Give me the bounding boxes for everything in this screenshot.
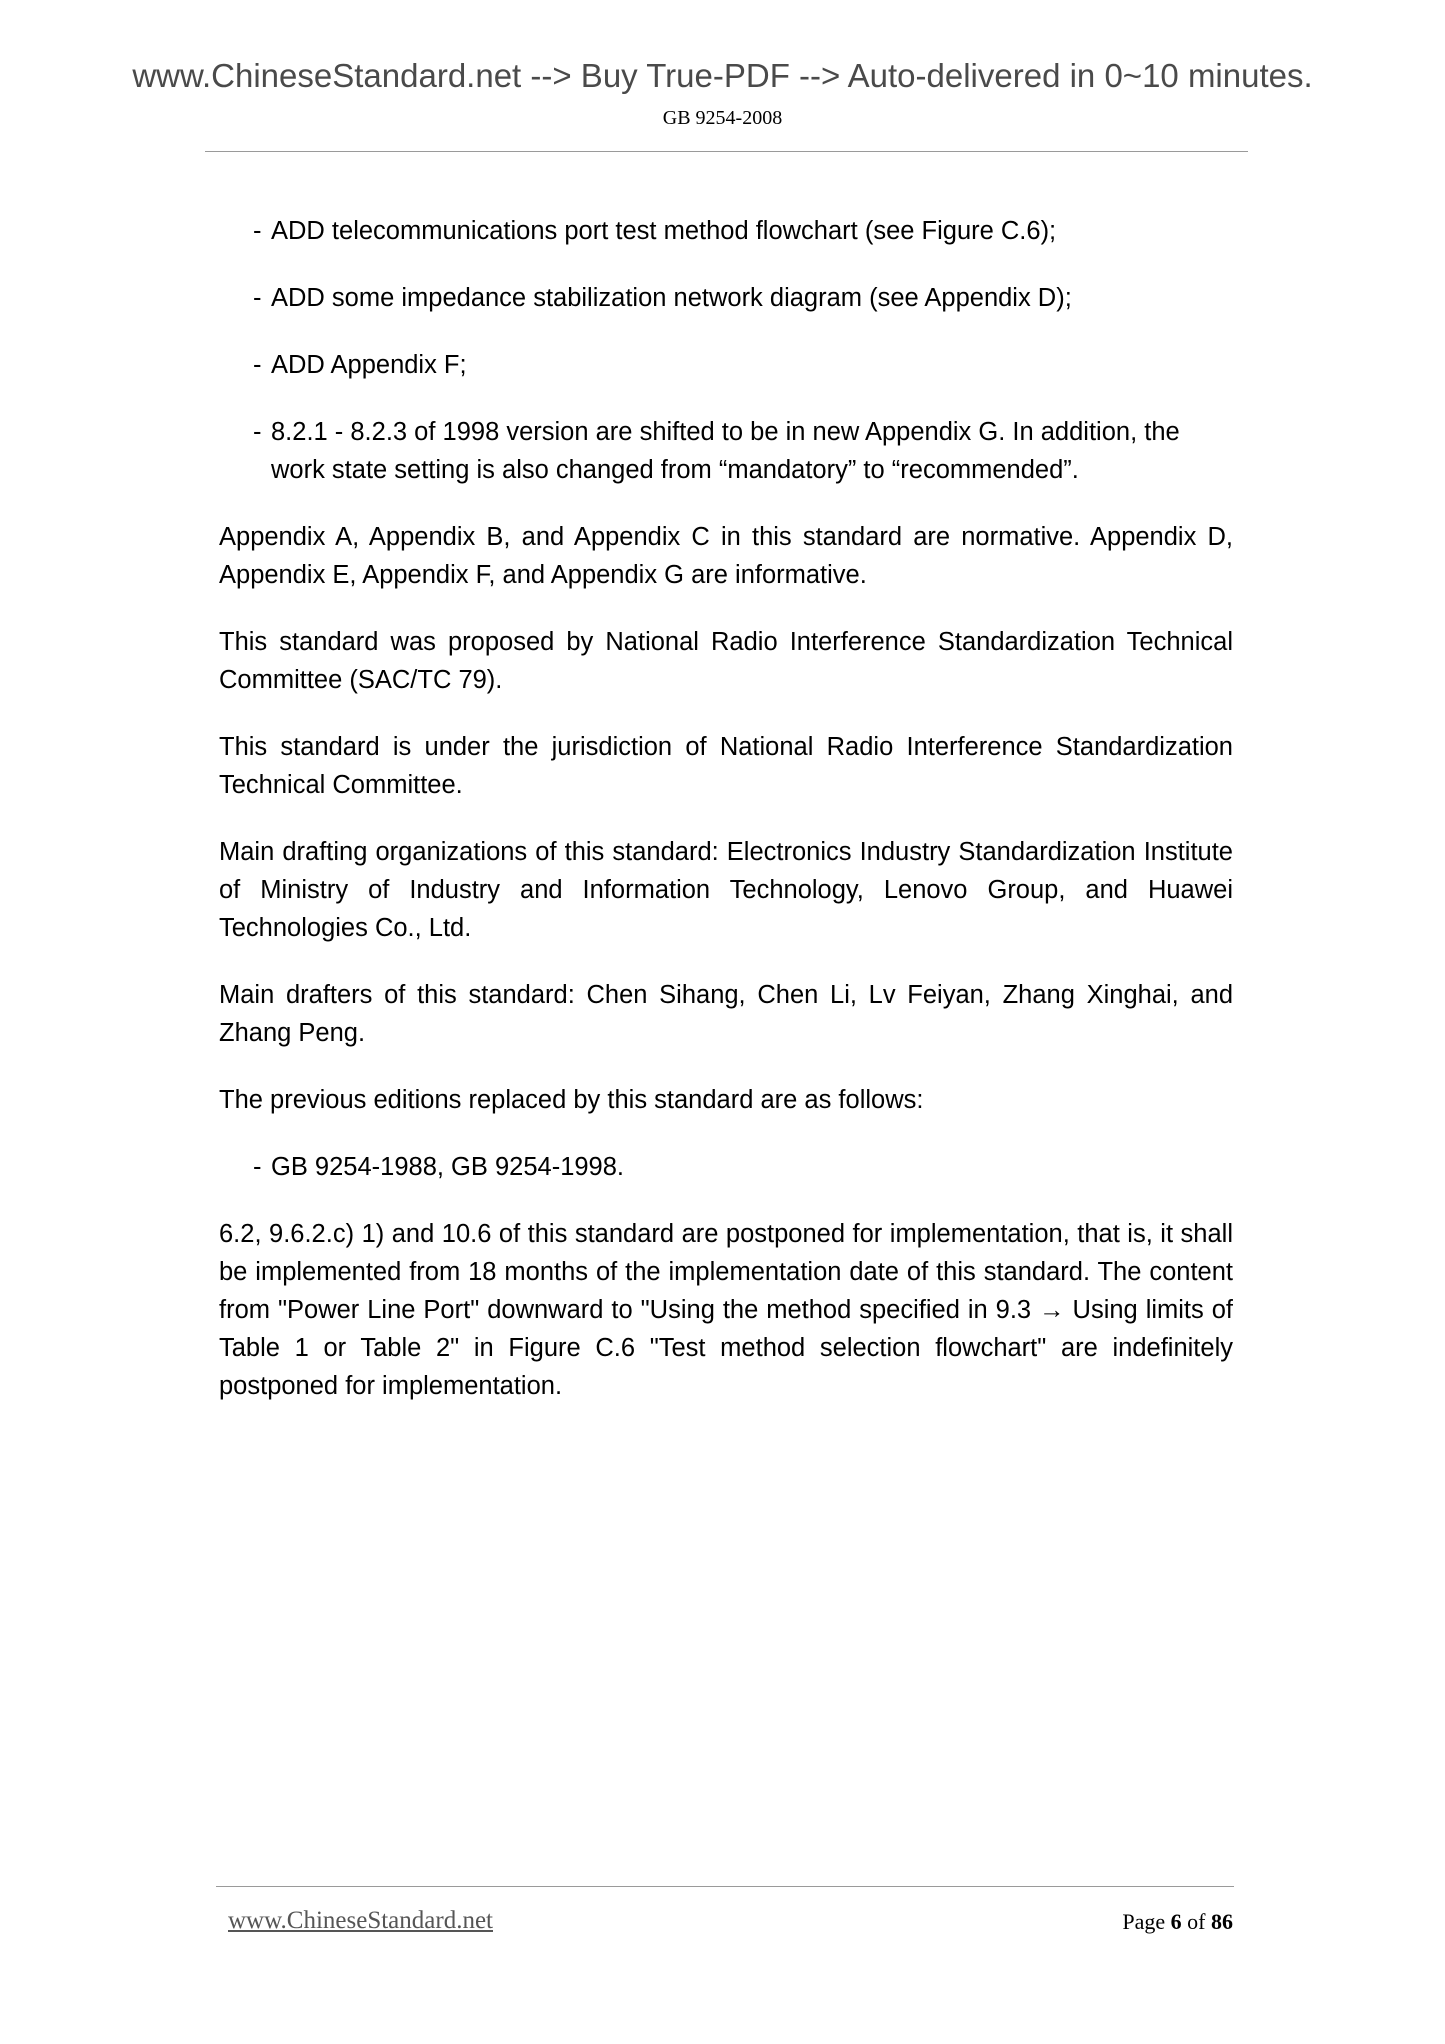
document-body — [219, 212, 1233, 1405]
page-total: 86 — [1211, 1909, 1233, 1934]
bullet-dash: - — [253, 418, 262, 446]
list-item-text: ADD telecommunications port test method flowchart (see Figure C.6); — [271, 217, 1057, 245]
bullet-dash: - — [253, 351, 262, 379]
list-item — [219, 212, 1233, 250]
postponement-paragraph: 6.2, 9.6.2.c) 1) and 10.6 of this standard are postponed for implementation, that is, it shall be implemented from 18 months of the implementation date of this standard. The content from "Power Line Port" downward to "Using the method specified in 9.3 → Using limits of Table 1 or Table 2" in Figure C.6 "Test method selection flowchart" are indefinitely postponed for implementation. — [219, 1220, 1233, 1400]
page-label: Page — [1122, 1909, 1166, 1934]
footer-site-link[interactable]: www.ChineseStandard.net — [228, 1907, 493, 1934]
page-number — [1122, 1908, 1233, 1936]
list-item-text: ADD Appendix F; — [271, 351, 467, 379]
list-item — [219, 279, 1233, 317]
bullet-dash: - — [253, 1153, 262, 1181]
site-banner: www.ChineseStandard.net --> Buy True-PDF --> Auto-delivered in 0~10 minutes. — [132, 57, 1313, 94]
footer-divider — [216, 1886, 1234, 1887]
list-item-text: GB 9254-1988, GB 9254-1998. — [271, 1153, 625, 1181]
proposer-paragraph: This standard was proposed by National Radio Interference Standardization Technical Committee (SAC/TC 79). — [219, 628, 1233, 694]
drafting-organizations-paragraph: Main drafting organizations of this standard: Electronics Industry Standardization Institute of Ministry of Industry and Information Technology, Lenovo Group, and Huawei Technologies Co., Ltd. — [219, 838, 1233, 942]
bullet-dash: - — [253, 284, 262, 312]
list-item-text: 8.2.1 - 8.2.3 of 1998 version are shifted to be in new Appendix G. In addition, the work state setting is also changed from “mandatory” to “recommended”. — [271, 418, 1180, 484]
page-of: of — [1187, 1909, 1206, 1934]
header-divider — [205, 151, 1248, 152]
page-current: 6 — [1170, 1909, 1182, 1934]
jurisdiction-paragraph: This standard is under the jurisdiction of National Radio Interference Standardization Technical Committee. — [219, 733, 1233, 799]
bullet-dash: - — [253, 217, 262, 245]
list-item — [219, 1148, 1233, 1186]
previous-editions-paragraph: The previous editions replaced by this standard are as follows: — [219, 1086, 924, 1114]
list-item — [219, 413, 1233, 489]
list-item — [219, 346, 1233, 384]
document-code: GB 9254-2008 — [662, 107, 783, 129]
drafters-paragraph: Main drafters of this standard: Chen Sihang, Chen Li, Lv Feiyan, Zhang Xinghai, and Zhang Peng. — [219, 981, 1233, 1047]
appendix-status-paragraph: Appendix A, Appendix B, and Appendix C in this standard are normative. Appendix D, Appendix E, Appendix F, and Appendix G are informative. — [219, 523, 1233, 589]
list-item-text: ADD some impedance stabilization network diagram (see Appendix D); — [271, 284, 1072, 312]
